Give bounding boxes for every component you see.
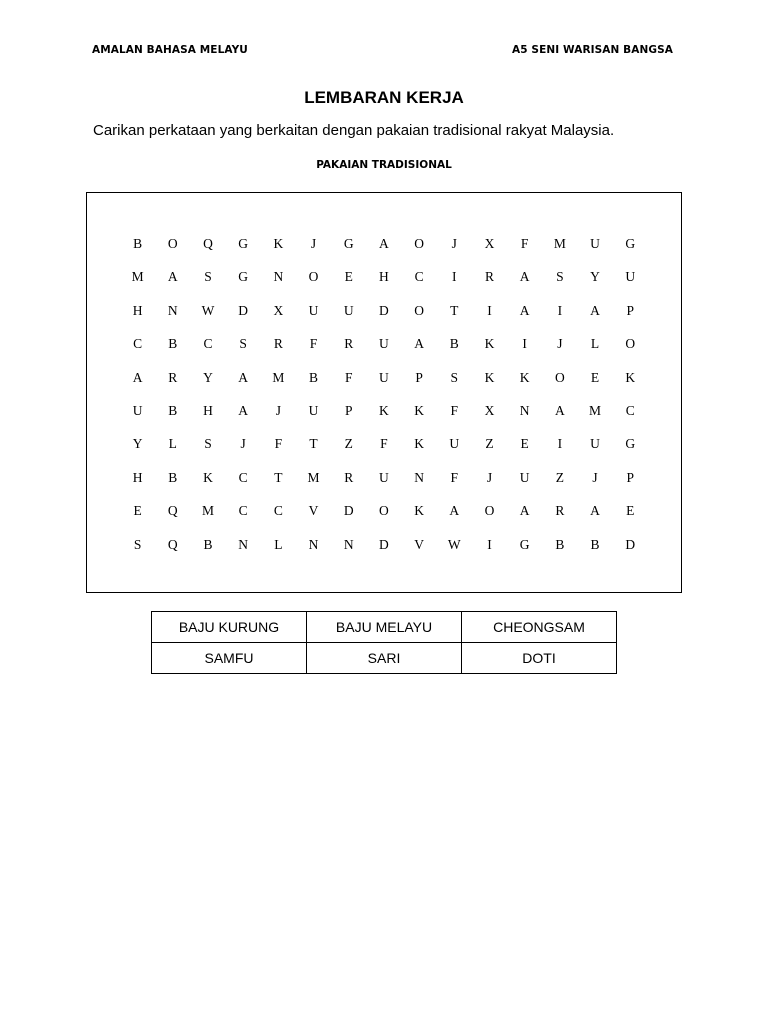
grid-letter: Q	[167, 536, 178, 552]
grid-letter: D	[625, 536, 636, 552]
grid-letter: I	[487, 536, 492, 552]
word-list-row	[152, 612, 617, 643]
word-list-item: SAMFU	[152, 643, 307, 674]
grid-letter: F	[380, 436, 388, 452]
puzzle-subtitle: PAKAIAN TRADISIONAL	[316, 159, 452, 171]
grid-letter: W	[201, 302, 215, 318]
grid-letter: C	[625, 402, 635, 418]
grid-letter: A	[379, 236, 389, 251]
grid-letter: O	[625, 336, 636, 352]
grid-letter: J	[310, 236, 317, 251]
grid-letter: A	[519, 503, 530, 519]
grid-letter: A	[590, 503, 600, 519]
grid-letter: I	[522, 336, 527, 352]
grid-letter: N	[414, 469, 424, 485]
grid-letter: N	[238, 536, 249, 552]
grid-letter: M	[131, 269, 144, 285]
grid-letter: B	[168, 469, 178, 485]
word-list-table	[151, 611, 617, 674]
grid-letter: O	[484, 503, 495, 519]
grid-letter: U	[590, 436, 600, 452]
grid-letter: Y	[203, 369, 213, 385]
grid-letter: J	[240, 436, 246, 452]
grid-letter: C	[238, 503, 248, 519]
grid-letter: J	[451, 236, 457, 251]
grid-letter: E	[626, 503, 635, 519]
word-list-item: DOTI	[462, 643, 617, 674]
grid-letter: A	[519, 302, 530, 318]
grid-letter: K	[414, 402, 424, 418]
grid-letter: T	[309, 436, 318, 452]
grid-letter: N	[343, 536, 354, 552]
grid-letter: S	[133, 536, 142, 552]
grid-letter: B	[309, 369, 319, 385]
grid-letter: G	[519, 536, 530, 552]
grid-letter: F	[520, 236, 529, 251]
grid-letter: H	[132, 469, 143, 485]
grid-letter: B	[555, 536, 565, 552]
grid-letter: U	[625, 269, 636, 285]
grid-letter: C	[133, 336, 143, 352]
grid-letter: E	[590, 369, 600, 385]
grid-letter: F	[450, 402, 459, 418]
grid-letter: A	[554, 402, 565, 418]
grid-letter: B	[203, 536, 213, 552]
header-subject: AMALAN BAHASA MELAYU	[92, 44, 248, 56]
grid-letter: O	[554, 369, 565, 385]
grid-letter: F	[309, 336, 318, 352]
word-list-item: BAJU MELAYU	[307, 612, 462, 643]
grid-letter: D	[379, 302, 389, 318]
grid-letter: J	[486, 469, 493, 485]
grid-letter: T	[274, 469, 283, 485]
grid-letter: A	[414, 336, 424, 352]
grid-letter: E	[520, 436, 529, 452]
grid-letter: A	[132, 369, 143, 385]
grid-letter: Y	[132, 436, 143, 452]
grid-letter: C	[238, 469, 248, 485]
grid-letter: U	[343, 302, 354, 318]
grid-letter: K	[625, 369, 636, 385]
grid-letter: Z	[485, 436, 494, 452]
grid-letter: V	[414, 536, 424, 552]
grid-letter: O	[308, 269, 319, 285]
grid-letter: I	[557, 436, 563, 452]
grid-letter: B	[133, 236, 143, 251]
word-search-box	[86, 192, 682, 593]
grid-letter: A	[449, 503, 460, 519]
grid-letter: F	[344, 369, 353, 385]
grid-letter: V	[308, 503, 319, 519]
grid-letter: G	[238, 236, 249, 251]
grid-letter: A	[590, 302, 600, 318]
grid-letter: N	[308, 536, 319, 552]
grid-letter: U	[379, 369, 389, 385]
grid-letter: M	[272, 369, 285, 385]
grid-letter: N	[167, 302, 178, 318]
grid-letter: O	[414, 236, 424, 251]
grid-letter: O	[414, 302, 424, 318]
grid-letter: K	[273, 236, 284, 251]
grid-letter: C	[273, 503, 283, 519]
grid-letter: Y	[590, 269, 600, 285]
grid-letter: M	[553, 236, 566, 251]
grid-letter: C	[414, 269, 424, 285]
grid-letter: F	[450, 469, 459, 485]
grid-letter: C	[203, 336, 213, 352]
grid-letter: P	[344, 402, 353, 418]
grid-letter: M	[201, 503, 214, 519]
grid-letter: B	[449, 336, 459, 352]
instruction-text: Carikan perkataan yang berkaitan dengan pakaian tradisional rakyat Malaysia.	[93, 122, 615, 139]
grid-letter: K	[484, 336, 495, 352]
grid-letter: J	[275, 402, 281, 418]
grid-letter: Z	[555, 469, 564, 485]
word-list-item: CHEONGSAM	[462, 612, 617, 643]
grid-letter: T	[450, 302, 459, 318]
grid-letter: L	[590, 336, 600, 352]
grid-letter: A	[519, 269, 530, 285]
grid-letter: H	[379, 269, 389, 285]
grid-letter: U	[132, 402, 143, 418]
grid-letter: S	[450, 369, 459, 385]
grid-letter: A	[167, 269, 178, 285]
grid-letter: D	[343, 503, 354, 519]
word-search-grid	[120, 227, 648, 561]
grid-letter: J	[592, 469, 598, 485]
grid-letter: Z	[344, 436, 353, 452]
grid-letter: L	[274, 536, 283, 552]
grid-letter: L	[168, 436, 177, 452]
grid-letter: E	[344, 269, 353, 285]
page-title: LEMBARAN KERJA	[304, 88, 464, 107]
grid-letter: R	[555, 503, 565, 519]
grid-letter: E	[133, 503, 142, 519]
grid-letter: I	[487, 302, 492, 318]
grid-letter: G	[343, 236, 354, 251]
grid-letter: B	[168, 336, 178, 352]
grid-letter: R	[484, 269, 494, 285]
grid-letter: B	[168, 402, 178, 418]
grid-letter: A	[238, 402, 249, 418]
word-list-item: SARI	[307, 643, 462, 674]
grid-letter: X	[484, 402, 495, 418]
word-list-row	[152, 643, 617, 674]
grid-letter: K	[414, 436, 424, 452]
grid-letter: U	[590, 236, 600, 251]
grid-letter: P	[415, 369, 423, 385]
grid-letter: O	[167, 236, 178, 251]
grid-letter: U	[308, 402, 319, 418]
grid-letter: G	[625, 236, 636, 251]
grid-letter: K	[379, 402, 389, 418]
grid-letter: U	[308, 302, 319, 318]
grid-letter: I	[557, 302, 563, 318]
grid-letter: H	[132, 302, 143, 318]
grid-letter: O	[379, 503, 389, 519]
grid-letter: K	[519, 369, 530, 385]
grid-letter: F	[274, 436, 283, 452]
grid-letter: S	[204, 269, 212, 285]
grid-letter: N	[519, 402, 530, 418]
grid-letter: R	[344, 469, 354, 485]
grid-letter: U	[449, 436, 460, 452]
grid-letter: B	[590, 536, 600, 552]
grid-letter: R	[168, 369, 178, 385]
grid-letter: U	[519, 469, 530, 485]
word-list-item: BAJU KURUNG	[152, 612, 307, 643]
grid-letter: S	[239, 336, 247, 352]
grid-letter: Q	[203, 236, 213, 251]
grid-letter: R	[273, 336, 283, 352]
grid-letter: K	[203, 469, 213, 485]
grid-letter: R	[344, 336, 354, 352]
grid-letter: X	[273, 302, 284, 318]
grid-letter: Q	[167, 503, 178, 519]
grid-letter: G	[238, 269, 249, 285]
grid-letter: X	[484, 236, 495, 251]
grid-letter: A	[238, 369, 249, 385]
grid-letter: G	[625, 436, 636, 452]
grid-letter: W	[447, 536, 461, 552]
grid-letter: M	[307, 469, 320, 485]
header-unit: A5 SENI WARISAN BANGSA	[512, 44, 673, 56]
grid-letter: I	[452, 269, 457, 285]
grid-letter: D	[379, 536, 389, 552]
grid-letter: D	[238, 302, 249, 318]
grid-letter: N	[273, 269, 284, 285]
grid-letter: H	[203, 402, 213, 418]
grid-letter: J	[557, 336, 563, 352]
grid-letter: P	[626, 302, 634, 318]
grid-letter: U	[379, 336, 389, 352]
grid-letter: S	[556, 269, 564, 285]
grid-letter: U	[379, 469, 389, 485]
grid-letter: M	[589, 402, 602, 418]
grid-letter: K	[484, 369, 495, 385]
grid-letter: K	[414, 503, 424, 519]
grid-letter: S	[204, 436, 212, 452]
grid-letter: P	[626, 469, 634, 485]
